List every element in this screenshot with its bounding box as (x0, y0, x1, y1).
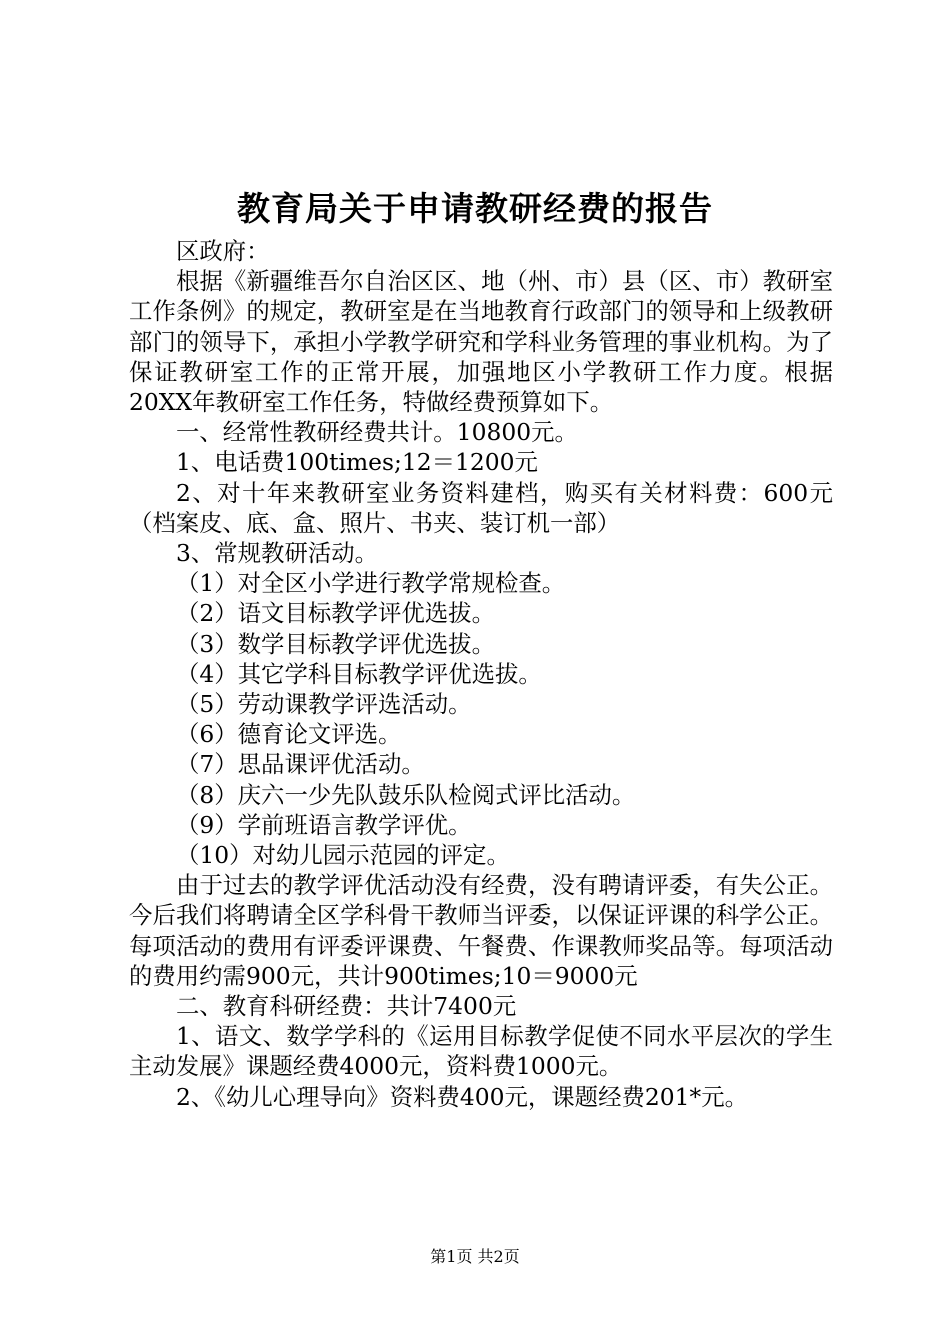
list-item: （3）数学目标教学评优选拔。 (176, 629, 495, 658)
paragraph: 由于过去的教学评优活动没有经费，没有聘请评委，有失公正。今后我们将聘请全区学科骨干教师当评委，以保证评课的科学公正。每项活动的费用有评委评课费、午餐费、作课教师奖品等。每项活动的费用约需900元，共计900times;10＝9000元 (129, 871, 833, 990)
list-item: （8）庆六一少先队鼓乐队检阅式评比活动。 (176, 780, 636, 809)
list-item: 3、常规教研活动。 (176, 539, 379, 568)
list-item: （6）德育论文评选。 (176, 720, 402, 749)
list-item: 1、电话费100times;12＝1200元 (176, 448, 538, 477)
salutation: 区政府： (176, 237, 270, 265)
list-item: （2）语文目标教学评优选拔。 (176, 599, 495, 628)
paragraph: 根据《新疆维吾尔自治区区、地（州、市）县（区、市）教研室工作条例》的规定，教研室是在当地教育行政部门的领导和上级教研部门的领导下，承担小学教学研究和学科业务管理的事业机构。为了保证教研室工作的正常开展，加强地区小学教研工作力度。根据20XX年教研室工作任务，特做经费预算如下。 (129, 267, 833, 417)
list-item: （7）思品课评优活动。 (176, 750, 425, 779)
section-heading: 二、教育科研经费：共计7400元 (176, 992, 517, 1021)
list-item: （1）对全区小学进行教学常规检查。 (176, 569, 566, 598)
list-item: （9）学前班语言教学评优。 (176, 810, 472, 839)
list-item: （4）其它学科目标教学评优选拔。 (176, 659, 542, 688)
list-item: 1、语文、数学学科的《运用目标教学促使不同水平层次的学生主动发展》课题经费4000元，资料费1000元。 (129, 1022, 833, 1081)
section-heading: 一、经常性教研经费共计。10800元。 (176, 418, 578, 447)
list-item: （10）对幼儿园示范园的评定。 (176, 841, 510, 870)
page-footer: 第1页 共2页 (430, 1247, 520, 1266)
list-item: 2、《幼儿心理导向》资料费400元，课题经费201*元。 (176, 1082, 748, 1111)
list-item: 2、对十年来教研室业务资料建档，购买有关材料费：600元（档案皮、底、盒、照片、书夹、装订机一部） (129, 478, 833, 537)
list-item: （5）劳动课教学评选活动。 (176, 690, 472, 719)
document-title: 教育局关于申请教研经费的报告 (237, 189, 713, 228)
document-body (129, 236, 833, 1112)
